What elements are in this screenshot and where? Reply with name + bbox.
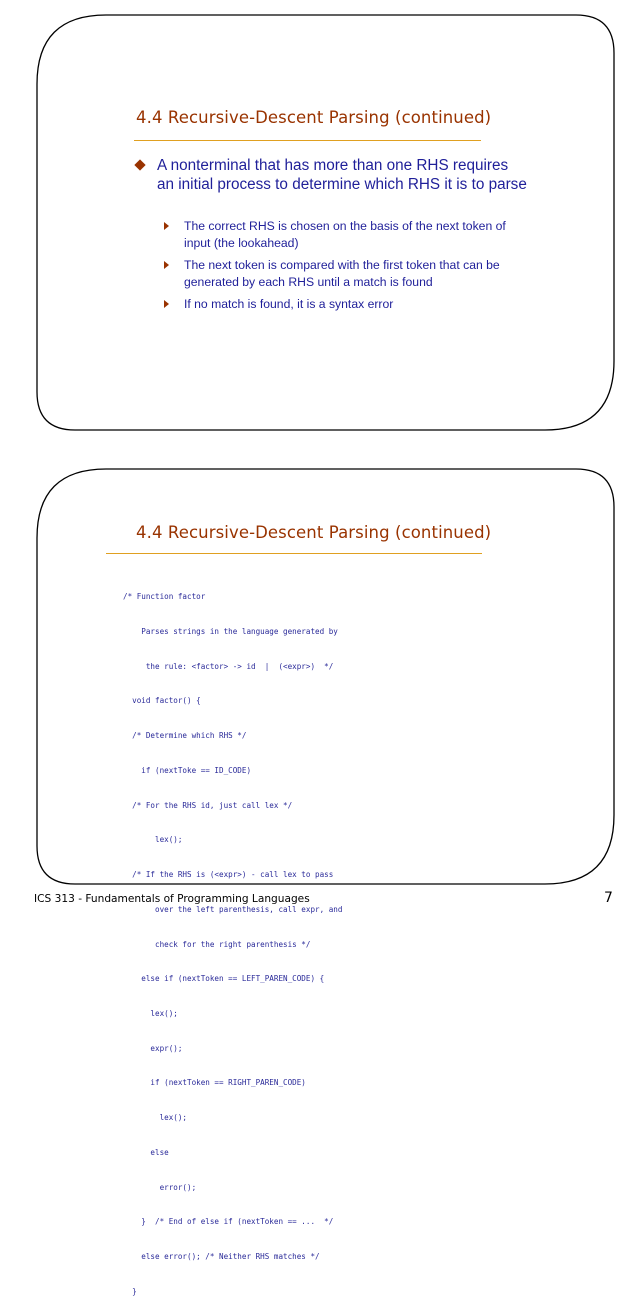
code-line: lex(); xyxy=(123,835,183,845)
code-line: /* Determine which RHS */ xyxy=(123,731,247,741)
code-line: Parses strings in the language generated by xyxy=(123,626,338,636)
page-number: 7 xyxy=(604,890,613,906)
triangle-bullet-icon xyxy=(164,261,169,269)
code-line: } /* End of else if (nextToken == ... */ xyxy=(123,1217,334,1227)
code-line: void factor() { xyxy=(123,696,201,706)
slide-2-title: 4.4 Recursive-Descent Parsing (continued) xyxy=(136,523,492,542)
code-line: error(); xyxy=(123,1182,197,1192)
slide-1-subbullet-text: The correct RHS is chosen on the basis of the next token of input (the lookahead) xyxy=(184,219,506,250)
code-line: over the left parenthesis, call expr, and xyxy=(123,904,343,914)
slide-1-subbullet-text: The next token is compared with the first token that can be generated by each RHS until a match is found xyxy=(184,258,500,289)
code-line: the rule: <factor> -> id | (<expr>) */ xyxy=(123,661,334,671)
slide-1-subbullet-3 xyxy=(164,296,534,314)
slide-1-subbullet-1 xyxy=(164,218,534,252)
code-line: lex(); xyxy=(123,1113,188,1123)
triangle-bullet-icon xyxy=(164,300,169,308)
code-line: /* For the RHS id, just call lex */ xyxy=(123,800,293,810)
slide-2-title-rule xyxy=(106,553,482,554)
code-line: else xyxy=(123,1147,169,1157)
slide-1-bullet xyxy=(136,156,526,214)
slide-1-bullet-text: A nonterminal that has more than one RHS requires an initial process to determine which RHS it is to parse xyxy=(157,157,527,193)
diamond-bullet-icon xyxy=(134,159,145,170)
code-line: /* Function factor xyxy=(123,592,206,602)
code-line: expr(); xyxy=(123,1043,183,1053)
code-line: lex(); xyxy=(123,1008,178,1018)
slide-1-subbullet-2 xyxy=(164,257,534,291)
slide-1-title-rule xyxy=(134,140,481,141)
code-line: /* If the RHS is (<expr>) - call lex to pass xyxy=(123,870,334,880)
code-line: if (nextToke == ID_CODE) xyxy=(123,765,252,775)
code-line: check for the right parenthesis */ xyxy=(123,939,311,949)
triangle-bullet-icon xyxy=(164,222,169,230)
course-footer: ICS 313 - Fundamentals of Programming Languages xyxy=(34,893,310,905)
code-line: } xyxy=(123,1286,137,1296)
code-line: if (nextToken == RIGHT_PAREN_CODE) xyxy=(123,1078,306,1088)
code-block xyxy=(123,568,453,1309)
slide-1-subbullet-text: If no match is found, it is a syntax error xyxy=(184,297,394,311)
slide-1-title: 4.4 Recursive-Descent Parsing (continued) xyxy=(136,108,492,127)
code-line: else if (nextToken == LEFT_PAREN_CODE) { xyxy=(123,974,325,984)
code-line: else error(); /* Neither RHS matches */ xyxy=(123,1252,320,1262)
